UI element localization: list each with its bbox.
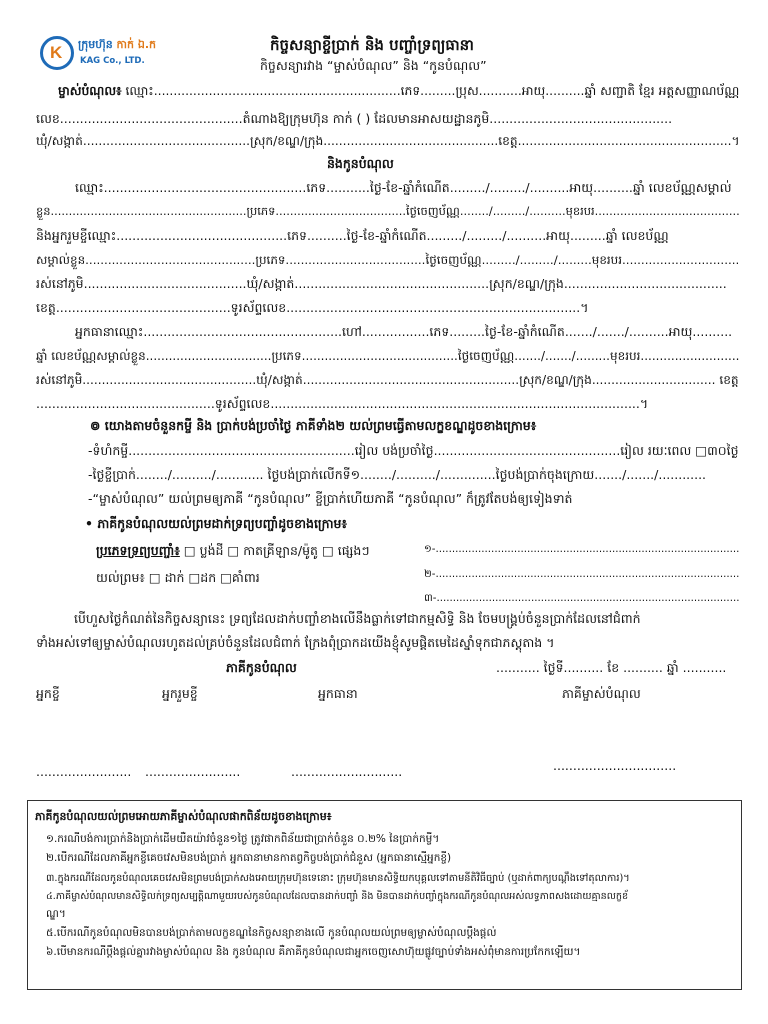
borrower-line-4: សម្គាល់ខ្លួន.............................................ប្រភេទ.....................................ថ្ងៃចេញប័ណ្ណ........./........./.........មុខរបរ............................... <box>36 253 740 267</box>
note-4: ៤.ភាគីម្ចាស់បំណុលមានសិទ្ធិលក់ទ្រព្យសម្បត្តិណាមួយរបស់កូនបំណុលដែលបានដាក់បញ្ចាំ និង មិនបានដាក់បញ្ចាំក្នុងករណីកូនបំណុលអស់លទ្ធភាពសងដោយគ្មានលក្ខខ័ <box>46 891 629 902</box>
collateral-item-3: ៣-............................................................................................. <box>424 592 740 604</box>
collateral-type-row: ប្រភេទទ្រព្យបញ្ចាំ៖ □ ប្លង់ដី □ កាតគ្រីឡាន/ម៉ូតូ □ ផ្សេងៗ <box>96 543 370 558</box>
notes-heading: ភាគីកូនបំណុលយល់ព្រមអោយភាគីម្ចាស់បំណុលផាកពិន័យដូចខាងក្រោម៖ <box>35 810 332 823</box>
page-title: កិច្ចសន្យាខ្ចីប្រាក់ និង បញ្ចាំទ្រព្យធានា <box>270 36 474 54</box>
collateral-item-2: ២-............................................................................................. <box>424 568 740 580</box>
debtor-party-label: ភាគីកូនបំណុល <box>226 660 297 675</box>
collateral-consent-row: យល់ព្រម៖ □ ដាក់ □ដក □គាំពារ <box>96 570 260 585</box>
guarantor-line-3: រស់នៅភូមិ.............................................ឃុំ/សង្កាត់........................................................ស្រុក/ខណ្ឌ/ក្រុង................................ ខេត្ត <box>36 373 739 387</box>
note-3: ៣.ក្នុងករណីដែលកូនបំណុលគេចវេសមិនព្រមបង់ប្រាក់សងអោយក្រុមហ៊ុនទេនោះ ក្រុមហ៊ុនមានសិទ្ធិយកបុគ្គលទៅតាមនីតិវិធីច្បាប់ (ឬដាក់ពាក្យបណ្តឹងទៅតុលាការ)។ <box>46 873 630 884</box>
lender-signature-label: ភាគីម្ចាស់បំណុល <box>562 686 641 701</box>
note-6: ៦.បើមានករណីប្តឹងផ្តល់គ្នារវាងម្ចាស់បំណុល និង កូនបំណុល គឺភាគីកូនបំណុលជាអ្នកចេញសោហ៊ុយផ្លូវច្បាប់ទាំងអស់ពុំមានការប្រកែកឡើយ។ <box>46 946 581 958</box>
page-subtitle: កិច្ចសន្យារវាង “ម្ចាស់បំណុល” និង “កូនបំណុល” <box>260 58 487 73</box>
note-5: ៥.បើករណីកូនបំណុលមិនបានបង់ប្រាក់តាមលក្ខខណ្ឌនៃកិច្ចសន្យាខាងលើ កូនបំណុលយល់ព្រមឲ្យម្ចាស់បំណុលប្តឹងផ្តល់ <box>46 927 497 939</box>
borrower-signature-line: ........................ <box>36 764 132 779</box>
terms-heading: ៙ យោងតាមចំនួនកម្ចី និង ប្រាក់បង់ប្រចាំថ្ងៃ ភាគីទាំង២ យល់ព្រមធ្វើតាមលក្ខខណ្ឌដូចខាងក្រោម៖ <box>90 418 537 433</box>
borrower-line-2: ខ្លួន......................................................ប្រភេទ....................................ថ្ងៃចេញប័ណ្ណ......../........./..........មុខរបរ........................................ <box>36 204 740 218</box>
lender-line-1: ម្ចាស់បំណុល៖ ឈ្មោះ...............................................................ភេទ.........ប្រុស...........អាយុ..........ឆ្នាំ សញ្ជាតិ ខ្មែរ អត្តសញ្ញាណប័ណ្ណ <box>58 84 740 98</box>
lender-signature-line: ............................... <box>553 758 677 773</box>
clause-line-2: ទាំងអស់ទៅឲ្យម្ចាស់បំណុលរហូតដល់គ្រប់ចំនួនដែលជំពាក់ ក្រែងពុំប្រាកដយើងខ្ញុំសូមផ្តិតមេដៃស្នាំទុកជាភស្តុតាង ។ <box>36 635 555 650</box>
date-line: ........... ថ្ងៃទី.......... ខែ .......... ឆ្នាំ ........... <box>496 660 727 675</box>
lender-line-2: លេខ..............................................តំណាងឱ្យក្រុមហ៊ុន កាក់ ( ) ដែលមានអាសយដ្ឋានភូមិ.............................................. <box>36 111 673 126</box>
company-logo <box>40 36 160 72</box>
borrower-line-6: ខេត្ត............................................ទូរស័ព្ទលេខ..........................................................................។ <box>36 300 589 315</box>
borrower-heading: និងកូនបំណុល <box>327 156 394 171</box>
borrower-line-1: ឈ្មោះ...................................................ភេទ...........ថ្ងៃ-ខែ-ឆ្នាំកំណើត........./........./..........អាយុ..........ឆ្នាំ លេខប័ណ្ណសម្គាល់ <box>75 180 732 195</box>
logo-name: ក្រុមហ៊ុន កាក់ ឯ.ក <box>78 38 156 51</box>
terms-line-2: -ថ្ងៃខ្ចីប្រាក់......../........../............ ថ្ងៃបង់ប្រាក់លើកទី១......../........../..............ថ្ងៃបង់ប្រាក់ចុងក្រោយ......./......./............ <box>88 467 707 482</box>
co-borrower-signature-label: អ្នករួមខ្ចី <box>162 686 198 701</box>
terms-line-3: -“ម្ចាស់បំណុល” យល់ព្រមឲ្យភាគី “កូនបំណុល” ខ្ចីប្រាក់ហើយភាគី “កូនបំណុល” ក៏ត្រូវតែបង់ឲ្យទៀងទាត់ <box>88 491 573 506</box>
collateral-heading: • ភាគីកូនបំណុលយល់ព្រមដាក់ទ្រព្យបញ្ចាំដូចខាងក្រោម៖ <box>85 516 347 531</box>
note-2: ២.បើករណីដែលភាគីអ្នកខ្ចីគេចវេសមិនបង់ប្រាក់ អ្នកធានាមានកាតព្វកិច្ចបង់ប្រាក់ជំនួស (អ្នកធានាស្មើអ្នកខ្ចី) <box>46 852 452 864</box>
borrower-signature-label: អ្នកខ្ចី <box>36 686 60 701</box>
collateral-item-1: ១-............................................................................................. <box>424 543 740 555</box>
logo-name-en: KAG Co., LTD. <box>80 56 145 66</box>
logo-mark-icon: K <box>40 36 74 70</box>
note-4-continued: ណ្ឌ។ <box>46 908 66 920</box>
terms-line-1: -ទំហំកម្ចី.........................................................រៀល បង់ប្រចាំថ្ងៃ...............................................រៀល រយៈពេល □៣០ថ្ងៃ <box>88 443 739 458</box>
guarantor-signature-line: ............................ <box>291 764 403 779</box>
clause-line-1: បើហួសថ្ងៃកំណត់នៃកិច្ចសន្យានេះ ទ្រព្យដែលដាក់បញ្ចាំខាងលើនឹងធ្លាក់ទៅជាកម្មសិទ្ធិ និង ចែមបង្គ្រប់ចំនួនប្រាក់ដែលនៅជំពាក់ <box>74 611 641 626</box>
lender-line-3: ឃុំ/សង្កាត់...........................................ស្រុក/ខណ្ឌ/ក្រុង.............................................ខេត្ត.......................................................។ <box>36 134 740 148</box>
guarantor-line-2: ឆ្នាំ លេខប័ណ្ណសម្គាល់ខ្លួន.................................ប្រភេទ.........................................ថ្ងៃចេញប័ណ្ណ......./......./.........មុខរបរ.......................... <box>36 349 740 363</box>
note-1: ១.ករណីបង់ការប្រាក់និងប្រាក់ដើមយឺតយ៉ាវចំនួន១ថ្ងៃ ត្រូវផាកពិន័យជាប្រាក់ចំនួន ០.២% នៃប្រាក់កម្ចី។ <box>46 833 440 845</box>
co-borrower-signature-line: ........................ <box>145 764 241 779</box>
guarantor-line-1: អ្នកធានាឈ្មោះ..................................................ហៅ.................ភេទ.........ថ្ងៃ-ខែ-ឆ្នាំកំណើត......./......./..........អាយុ.......... <box>75 324 733 339</box>
borrower-line-5: រស់នៅភូមិ.........................................ឃុំ/សង្កាត់.................................................ស្រុក/ខណ្ឌ/ក្រុង......................................... <box>36 276 727 291</box>
borrower-line-3: និងអ្នករួមខ្ចីឈ្មោះ...........................................ភេទ..........ថ្ងៃ-ខែ-ឆ្នាំកំណើត........./........./..........អាយុ.........ឆ្នាំ លេខប័ណ្ណ <box>36 228 669 243</box>
guarantor-line-4: .............................................ទូរស័ព្ទលេខ.............................................................................................។ <box>36 396 649 411</box>
guarantor-signature-label: អ្នកធានា <box>318 686 358 701</box>
